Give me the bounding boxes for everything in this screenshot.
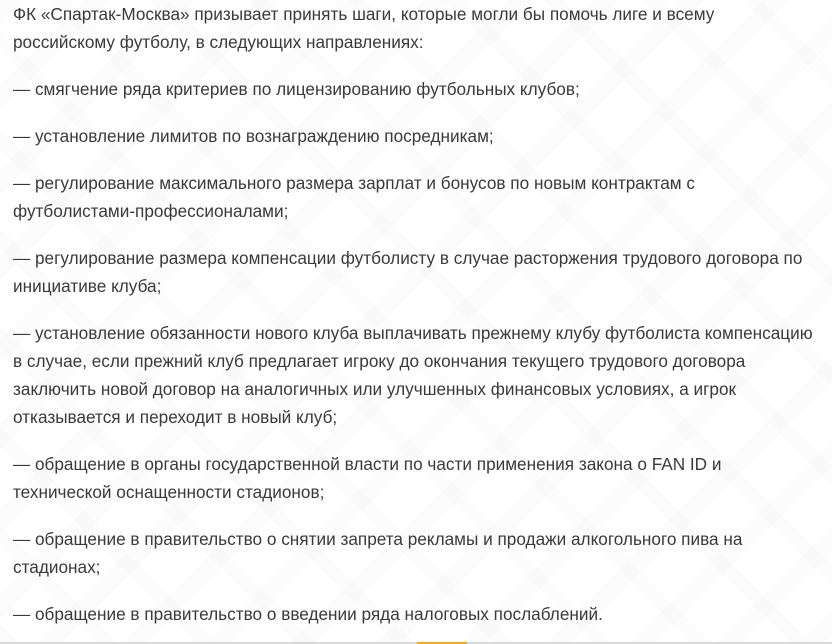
list-item-tax-relief: — обращение в правительство о введении ряда налоговых послаблений. [13,604,603,624]
list-item-agent-fees: — установление лимитов по вознаграждению посредникам; [13,126,494,146]
list-item-transfer-compensation: — установление обязанности нового клуба выплачивать прежнему клубу футболиста компенсацию в случае, если прежний клуб предлагает игроку до окончания текущего трудового договора заключить новой договор на аналогичных или улучшенных финансовых условиях, а игрок отказывается и переходит в новый клуб; [13,323,813,427]
list-item-licensing: — смягчение ряда критериев по лицензированию футбольных клубов; [13,79,580,99]
list-item-fan-id: — обращение в органы государственной власти по части применения закона о FAN ID и технической оснащенности стадионов; [13,454,722,502]
article-body [13,0,818,628]
list-item-termination-compensation: — регулирование размера компенсации футболисту в случае расторжения трудового договора по инициативе клуба; [13,248,803,296]
list-item-salary-cap: — регулирование максимального размера зарплат и бонусов по новым контрактам с футболистами-профессионалами; [13,173,695,221]
intro-paragraph: ФК «Спартак-Москва» призывает принять шаги, которые могли бы помочь лиге и всему российскому футболу, в следующих направлениях: [13,4,715,52]
list-item-beer-advertising: — обращение в правительство о снятии запрета рекламы и продажи алкогольного пива на стадионах; [13,529,743,577]
